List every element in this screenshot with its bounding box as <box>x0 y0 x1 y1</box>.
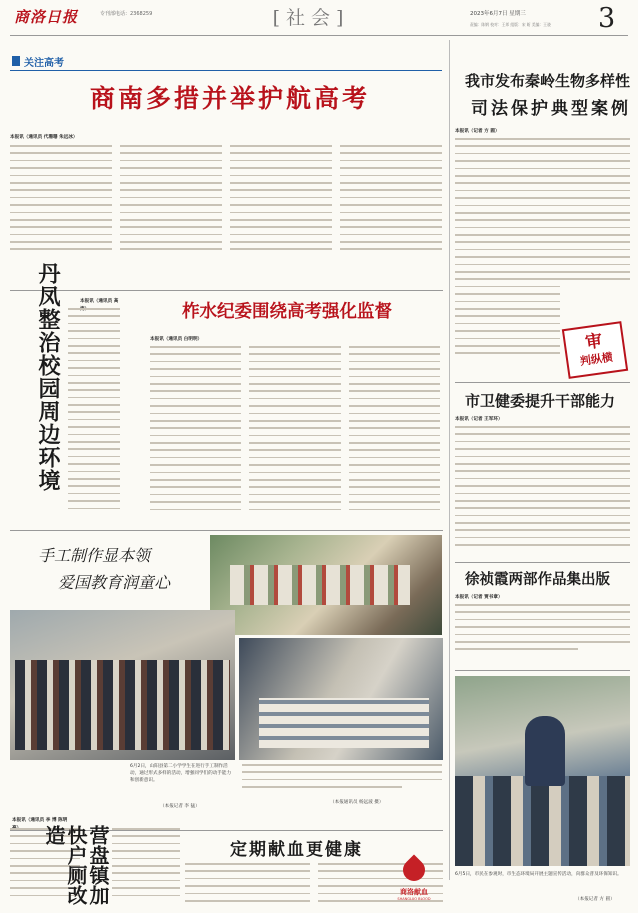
section-label: [社会] <box>272 7 350 29</box>
blood-logo <box>385 855 443 907</box>
stamp-line1: 审 <box>584 330 604 354</box>
caption-eco: 6月5日，市民在参观时，市生态环境局开展主题宣传活动，向群众普及环保知识。 <box>455 872 622 877</box>
blood-drop-icon <box>398 854 429 885</box>
byline-danfeng: 本报讯（通讯员 高 <box>80 299 119 304</box>
story-qinling <box>455 70 630 380</box>
body-text-yingpan-right <box>112 828 180 908</box>
headline-zhashui: 柞水纪委围绕高考强化监督 <box>182 302 392 322</box>
headline-yingpan: 营盘镇加快户厕改造 <box>42 825 110 905</box>
photo-eco-campaign <box>455 676 630 866</box>
headline-qinling-2: 司法保护典型案例 <box>471 99 631 119</box>
blood-logo-sub: SHANGLUO BLOOD <box>397 897 431 901</box>
story-gaokao <box>10 54 443 294</box>
photo-students-tables <box>239 638 443 760</box>
byline-qinling: 本报讯（记者 方 圆） <box>455 129 500 134</box>
blood-logo-text: 商洛献血 <box>400 888 428 896</box>
masthead <box>0 0 638 40</box>
byline-yingpan: 本报讯（通讯员 李 博 陈明 <box>12 818 68 823</box>
body-text-cadre <box>455 426 630 556</box>
credit-handcraft-1: （本报记者 李 猛） <box>160 804 200 809</box>
headline-xu: 徐祯霞两部作品集出版 <box>465 571 610 588</box>
headline-health: 定期献血更健康 <box>230 840 363 860</box>
newspaper-logo: 商洛日报 <box>14 8 79 26</box>
byline-zhashui: 本报讯（通讯员 白明明） <box>150 337 203 342</box>
headline-gaokao: 商南多措并举护航高考 <box>89 84 370 113</box>
kicker-icon <box>12 56 20 66</box>
credit-handcraft-2: （本报通讯员 杨远波 摄） <box>330 800 384 805</box>
body-text-gaokao <box>10 145 442 265</box>
photo-classroom <box>10 610 235 760</box>
story-xu <box>455 568 630 668</box>
feature-title-2: 爱国教育润童心 <box>58 573 171 592</box>
byline-gaokao: 本报讯（通讯员 代珊珊 朱远冰） <box>10 135 78 140</box>
byline-cadre: 本报讯（记者 王军环） <box>455 417 503 422</box>
headline-qinling-1: 我市发布秦岭生物多样性 <box>465 72 631 90</box>
section-name: 社会 <box>285 7 336 29</box>
body-text-zhashui <box>150 346 440 526</box>
body-text-danfeng <box>68 308 120 526</box>
story-zhashui <box>120 298 443 528</box>
byline-xu: 本报讯（记者 贾书章） <box>455 595 503 600</box>
edition-info: 专刊部电话：2368259 <box>100 11 153 17</box>
page-number: 3 <box>598 3 616 34</box>
feature-title-1: 手工制作显本领 <box>38 546 151 565</box>
kicker-label: 关注高考 <box>12 54 64 68</box>
photo-kids-crafts <box>210 535 442 635</box>
stamp-box <box>562 321 628 379</box>
issue-date: 2023年6月7日 星期三 <box>470 11 526 17</box>
body-text-xu <box>455 604 630 664</box>
danfeng-body-col <box>8 335 63 525</box>
editor-line: 责编：陈钢 校对：王邦 组版：宋 昉 美编：王骁 <box>470 22 551 27</box>
caption-handcraft-right <box>242 764 442 796</box>
caption-handcraft: 6月2日，山阳县第二小学学生在进行手工制作活动，通过形式多样的活动，增强同学们的动手能力和创新意识。 <box>130 764 232 783</box>
credit-eco: （本报记者 方 圆） <box>575 897 615 902</box>
stamp-line2: 判纵横 <box>579 350 614 369</box>
headline-danfeng: 丹凤整治校园周边环境 <box>35 262 61 492</box>
photo-feature-handcraft <box>10 535 443 825</box>
story-cadre <box>455 390 630 560</box>
headline-cadre: 市卫健委提升干部能力 <box>465 392 616 410</box>
